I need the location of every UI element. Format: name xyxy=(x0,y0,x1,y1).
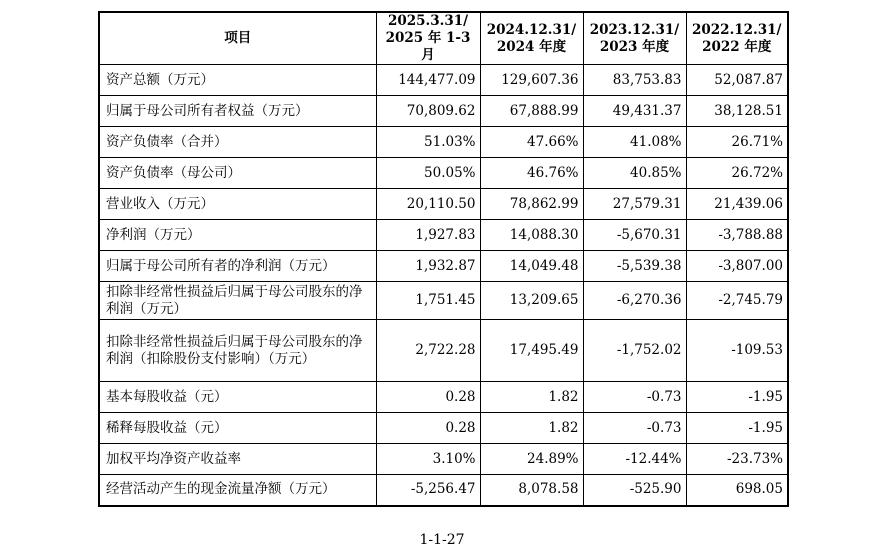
table-row xyxy=(99,475,788,506)
header-2023 xyxy=(583,12,686,65)
row-value: -0.73 xyxy=(583,382,686,413)
row-value: -5,256.47 xyxy=(376,475,480,506)
row-label: 归属于母公司所有者的净利润（万元） xyxy=(99,251,376,282)
row-value: -3,807.00 xyxy=(686,251,788,282)
row-value: 26.72% xyxy=(686,158,788,189)
row-value: -1.95 xyxy=(686,413,788,444)
row-value: 13,209.65 xyxy=(480,282,583,320)
row-value: 129,607.36 xyxy=(480,65,583,96)
page-number: 1-1-27 xyxy=(419,532,465,548)
header-2024 xyxy=(480,12,583,65)
table-row xyxy=(99,189,788,220)
table-row xyxy=(99,158,788,189)
row-value: -23.73% xyxy=(686,444,788,475)
header-2025q1-date: 2025.3.31/ xyxy=(387,13,469,29)
row-label: 扣除非经常性损益后归属于母公司股东的净利润（扣除股份支付影响）（万元） xyxy=(99,320,376,382)
row-value: -0.73 xyxy=(583,413,686,444)
row-value: 26.71% xyxy=(686,127,788,158)
row-value: -525.90 xyxy=(583,475,686,506)
header-2022-date: 2022.12.31/ xyxy=(692,21,782,38)
table-row xyxy=(99,65,788,96)
header-item-label: 项目 xyxy=(224,30,252,46)
row-value: -3,788.88 xyxy=(686,220,788,251)
financial-indicators-table xyxy=(98,11,789,507)
header-2023-period: 2023 年度 xyxy=(599,38,670,55)
row-value: 1.82 xyxy=(480,382,583,413)
table-row xyxy=(99,220,788,251)
row-value: 144,477.09 xyxy=(376,65,480,96)
row-value: 52,087.87 xyxy=(686,65,788,96)
row-label: 营业收入（万元） xyxy=(99,189,376,220)
header-2022 xyxy=(686,12,788,65)
row-value: 3.10% xyxy=(376,444,480,475)
row-label: 基本每股收益（元） xyxy=(99,382,376,413)
table-header-row xyxy=(99,12,788,65)
row-value: -2,745.79 xyxy=(686,282,788,320)
header-2024-period: 2024 年度 xyxy=(496,38,567,55)
row-value: 49,431.37 xyxy=(583,96,686,127)
row-value: 51.03% xyxy=(376,127,480,158)
row-value: 14,049.48 xyxy=(480,251,583,282)
table-row xyxy=(99,127,788,158)
row-value: 67,888.99 xyxy=(480,96,583,127)
row-value: 38,128.51 xyxy=(686,96,788,127)
row-label: 稀释每股收益（元） xyxy=(99,413,376,444)
row-label: 经营活动产生的现金流量净额（万元） xyxy=(99,475,376,506)
row-value: -5,670.31 xyxy=(583,220,686,251)
table-row xyxy=(99,282,788,320)
row-value: 14,088.30 xyxy=(480,220,583,251)
row-value: 27,579.31 xyxy=(583,189,686,220)
row-value: -1.95 xyxy=(686,382,788,413)
row-value: 8,078.58 xyxy=(480,475,583,506)
row-value: 20,110.50 xyxy=(376,189,480,220)
row-value: 17,495.49 xyxy=(480,320,583,382)
row-value: 21,439.06 xyxy=(686,189,788,220)
row-label: 资产总额（万元） xyxy=(99,65,376,96)
row-value: 1,932.87 xyxy=(376,251,480,282)
row-value: 698.05 xyxy=(686,475,788,506)
row-label: 扣除非经常性损益后归属于母公司股东的净利润（万元） xyxy=(99,282,376,320)
row-value: -5,539.38 xyxy=(583,251,686,282)
row-value: 1.82 xyxy=(480,413,583,444)
header-item xyxy=(99,12,376,65)
row-value: 41.08% xyxy=(583,127,686,158)
table-row xyxy=(99,320,788,382)
row-value: 2,722.28 xyxy=(376,320,480,382)
header-2022-period: 2022 年度 xyxy=(702,38,772,55)
row-value: 24.89% xyxy=(480,444,583,475)
header-2024-date: 2024.12.31/ xyxy=(486,21,577,38)
row-value: 83,753.83 xyxy=(583,65,686,96)
row-value: -12.44% xyxy=(583,444,686,475)
row-value: 50.05% xyxy=(376,158,480,189)
row-value: 0.28 xyxy=(376,413,480,444)
row-value: 47.66% xyxy=(480,127,583,158)
row-label: 加权平均净资产收益率 xyxy=(99,444,376,475)
header-2025q1-period: 2025 年 1-3 月 xyxy=(385,30,471,63)
row-value: 1,927.83 xyxy=(376,220,480,251)
row-value: 46.76% xyxy=(480,158,583,189)
row-value: 78,862.99 xyxy=(480,189,583,220)
table-row xyxy=(99,96,788,127)
row-value: 70,809.62 xyxy=(376,96,480,127)
row-value: 40.85% xyxy=(583,158,686,189)
row-value: -109.53 xyxy=(686,320,788,382)
table-row xyxy=(99,251,788,282)
table-row xyxy=(99,382,788,413)
header-2025q1 xyxy=(376,12,480,65)
row-label: 净利润（万元） xyxy=(99,220,376,251)
row-value: 0.28 xyxy=(376,382,480,413)
row-value: -1,752.02 xyxy=(583,320,686,382)
row-label: 资产负债率（合并） xyxy=(99,127,376,158)
row-value: -6,270.36 xyxy=(583,282,686,320)
row-label: 资产负债率（母公司） xyxy=(99,158,376,189)
header-2023-date: 2023.12.31/ xyxy=(589,21,680,38)
row-value: 1,751.45 xyxy=(376,282,480,320)
table-row xyxy=(99,413,788,444)
row-label: 归属于母公司所有者权益（万元） xyxy=(99,96,376,127)
table-row xyxy=(99,444,788,475)
